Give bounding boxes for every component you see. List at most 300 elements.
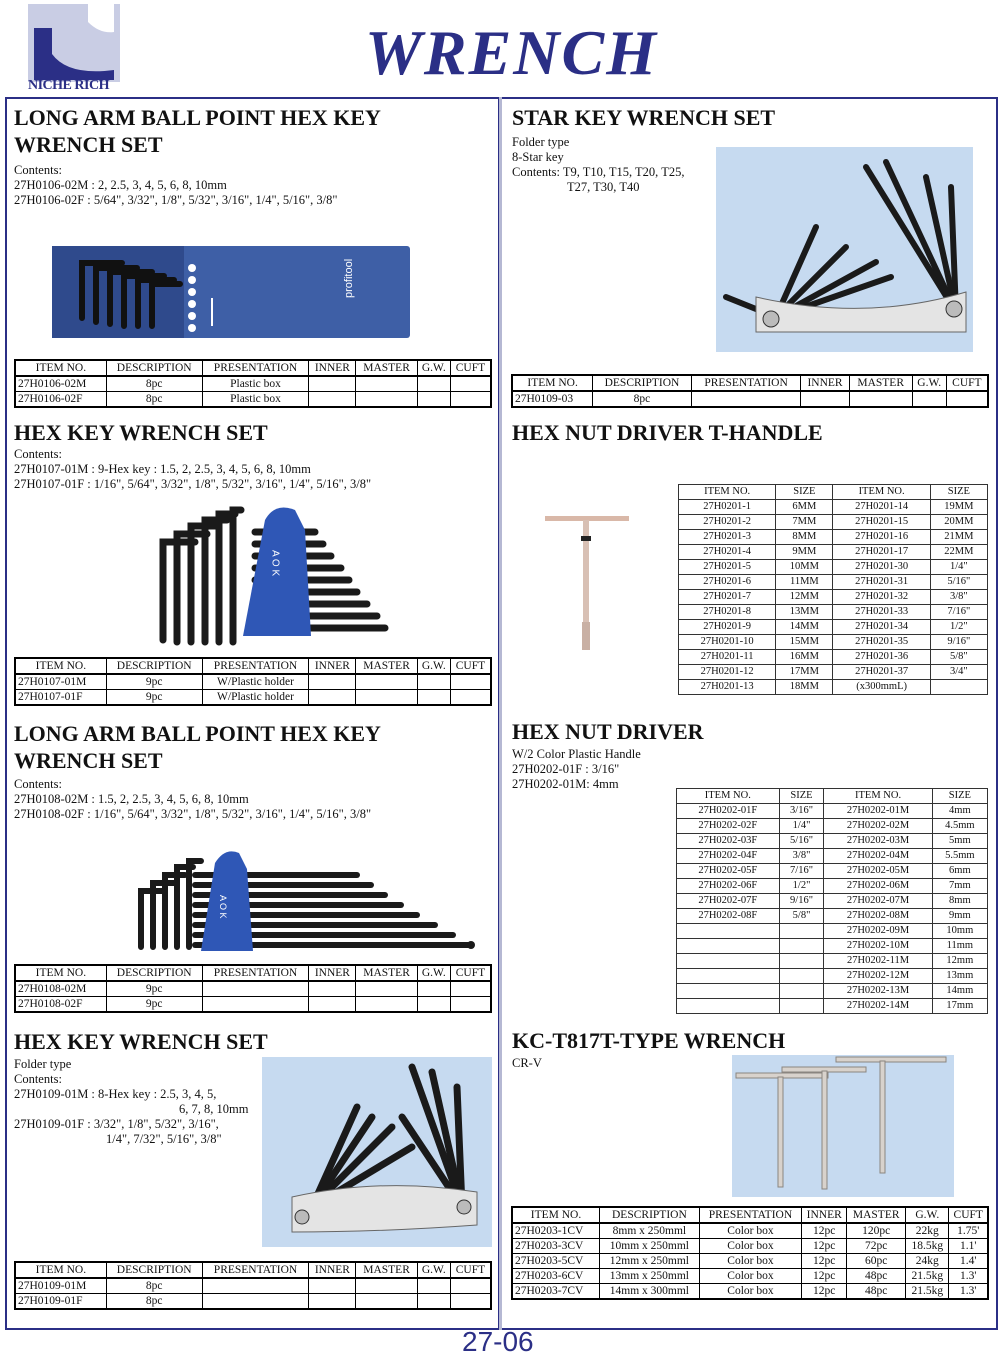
th: CUFT bbox=[949, 1207, 988, 1223]
cell bbox=[779, 939, 824, 954]
cell: 27H0201-9 bbox=[679, 620, 776, 635]
cell bbox=[677, 969, 780, 984]
table-row bbox=[677, 999, 988, 1014]
cell: 12pc bbox=[802, 1223, 847, 1239]
cell: 12mm x 250mml bbox=[600, 1254, 700, 1269]
cell: 3/4" bbox=[930, 665, 987, 680]
cell: 7/16" bbox=[779, 864, 824, 879]
cell bbox=[450, 392, 491, 408]
table-row bbox=[677, 969, 988, 984]
cell: 27H0201-15 bbox=[833, 515, 930, 530]
cell bbox=[677, 954, 780, 969]
cell bbox=[450, 376, 491, 392]
cell: 4.5mm bbox=[932, 819, 987, 834]
contents-line: 27H0107-01M : 9-Hex key : 1.5, 2, 2.5, 3, 4, 5, 6, 8, 10mm bbox=[14, 462, 311, 476]
keys-label: 8-Star key bbox=[512, 150, 564, 164]
section-title: HEX KEY WRENCH SET bbox=[14, 420, 268, 445]
cell: Color box bbox=[699, 1269, 801, 1284]
table-row bbox=[512, 1239, 988, 1254]
cell: 18MM bbox=[776, 680, 833, 695]
th: DESCRIPTION bbox=[106, 360, 202, 376]
cell: 8mm x 250mml bbox=[600, 1223, 700, 1239]
cell bbox=[202, 1278, 309, 1294]
holder-text: A O K bbox=[269, 550, 281, 577]
column-divider bbox=[498, 97, 502, 1330]
cell: 10MM bbox=[776, 560, 833, 575]
cell: 27H0202-03F bbox=[677, 834, 780, 849]
contents-line: 27H0107-01F : 1/16", 5/64", 3/32", 1/8", 5/32", 3/16", 1/4", 5/16", 3/8" bbox=[14, 477, 372, 491]
cell bbox=[309, 376, 356, 392]
th: DESCRIPTION bbox=[600, 1207, 700, 1223]
cell: 27H0202-05M bbox=[824, 864, 932, 879]
cell: 48pc bbox=[847, 1269, 906, 1284]
th: CUFT bbox=[946, 375, 988, 391]
cell bbox=[202, 981, 309, 997]
cell: 12pc bbox=[802, 1269, 847, 1284]
cell: 27H0202-13M bbox=[824, 984, 932, 999]
th: SIZE bbox=[779, 789, 824, 804]
cell: 27H0201-10 bbox=[679, 635, 776, 650]
cell bbox=[417, 392, 450, 408]
table-row bbox=[512, 1284, 988, 1300]
cell: 27H0202-02M bbox=[824, 819, 932, 834]
spec-table bbox=[511, 374, 989, 408]
contents-text bbox=[14, 163, 337, 208]
table-row bbox=[15, 674, 491, 690]
cell: Plastic box bbox=[202, 392, 309, 408]
table-row bbox=[679, 620, 988, 635]
cell: 5.5mm bbox=[932, 849, 987, 864]
cell bbox=[849, 391, 912, 407]
contents-line: 27H0202-01M: 4mm bbox=[512, 777, 619, 791]
table-row bbox=[512, 1254, 988, 1269]
cell: 5mm bbox=[932, 834, 987, 849]
cell: Color box bbox=[699, 1223, 801, 1239]
th: DESCRIPTION bbox=[106, 658, 202, 674]
page-title: WRENCH bbox=[365, 17, 658, 88]
table-row bbox=[15, 981, 491, 997]
cell bbox=[450, 690, 491, 706]
cell: 27H0202-08M bbox=[824, 909, 932, 924]
cell bbox=[677, 984, 780, 999]
table-row bbox=[679, 605, 988, 620]
contents-line: T27, T30, T40 bbox=[567, 180, 640, 194]
cell bbox=[417, 690, 450, 706]
table-row bbox=[15, 690, 491, 706]
product-image bbox=[52, 238, 412, 340]
th: DESCRIPTION bbox=[106, 965, 202, 981]
cell: 8pc bbox=[106, 1278, 202, 1294]
th: ITEM NO. bbox=[833, 485, 930, 500]
contents-line: 27H0106-02F : 5/64", 3/32", 1/8", 5/32", 3/16", 1/4", 5/16", 3/8" bbox=[14, 193, 338, 207]
cell: 27H0202-07M bbox=[824, 894, 932, 909]
cell: 27H0201-14 bbox=[833, 500, 930, 515]
table-row bbox=[679, 560, 988, 575]
cell: 9MM bbox=[776, 545, 833, 560]
th: DESCRIPTION bbox=[106, 1262, 202, 1278]
cell: 27H0202-10M bbox=[824, 939, 932, 954]
cell: 27H0203-7CV bbox=[512, 1284, 600, 1300]
product-image bbox=[732, 1055, 954, 1197]
cell: 27H0201-16 bbox=[833, 530, 930, 545]
spec-table bbox=[14, 359, 492, 408]
table-row bbox=[677, 984, 988, 999]
cell bbox=[417, 376, 450, 392]
cell bbox=[202, 1294, 309, 1310]
th: ITEM NO. bbox=[15, 965, 106, 981]
th: G.W. bbox=[417, 658, 450, 674]
cell: 9pc bbox=[106, 690, 202, 706]
cell: 4mm bbox=[932, 804, 987, 819]
cell: 21.5kg bbox=[906, 1269, 949, 1284]
cell: 5/8" bbox=[779, 909, 824, 924]
cell: 27H0203-1CV bbox=[512, 1223, 600, 1239]
table-row bbox=[679, 650, 988, 665]
cell: 7mm bbox=[932, 879, 987, 894]
th: MASTER bbox=[849, 375, 912, 391]
cell bbox=[417, 981, 450, 997]
cell: 14MM bbox=[776, 620, 833, 635]
table-row bbox=[679, 635, 988, 650]
cell bbox=[356, 392, 417, 408]
cell: 20MM bbox=[930, 515, 987, 530]
th: G.W. bbox=[417, 1262, 450, 1278]
cell bbox=[677, 999, 780, 1014]
cell: 27H0202-06M bbox=[824, 879, 932, 894]
table-row bbox=[677, 909, 988, 924]
cell: 27H0201-36 bbox=[833, 650, 930, 665]
sub-label: CR-V bbox=[512, 1056, 542, 1070]
cell: 3/8" bbox=[930, 590, 987, 605]
table-row bbox=[15, 392, 491, 408]
cell bbox=[356, 674, 417, 690]
cell: 12mm bbox=[932, 954, 987, 969]
table-row bbox=[679, 530, 988, 545]
cell: 27H0106-02F bbox=[15, 392, 106, 408]
title-line: LONG ARM BALL POINT HEX KEY bbox=[14, 721, 381, 746]
section-title: HEX NUT DRIVER T-HANDLE bbox=[512, 420, 823, 445]
cell: 9pc bbox=[106, 981, 202, 997]
cell bbox=[691, 391, 801, 407]
table-row bbox=[677, 894, 988, 909]
cell: 27H0201-5 bbox=[679, 560, 776, 575]
table-row bbox=[679, 665, 988, 680]
cell: 8pc bbox=[106, 392, 202, 408]
cell: 15MM bbox=[776, 635, 833, 650]
cell: 1/2" bbox=[779, 879, 824, 894]
cell: 27H0202-04F bbox=[677, 849, 780, 864]
cell bbox=[450, 1294, 491, 1310]
cell: 27H0107-01F bbox=[15, 690, 106, 706]
cell: 9/16" bbox=[930, 635, 987, 650]
cell: 14mm bbox=[932, 984, 987, 999]
cell: 3/16" bbox=[779, 804, 824, 819]
cell: 13MM bbox=[776, 605, 833, 620]
section-title: HEX NUT DRIVER bbox=[512, 719, 704, 744]
contents-line: 27H0108-02F : 1/16", 5/64", 3/32", 1/8", 5/32", 3/16", 1/4", 5/16", 3/8" bbox=[14, 807, 372, 821]
product-image bbox=[155, 500, 395, 650]
section-title: HEX KEY WRENCH SET bbox=[14, 1029, 268, 1054]
cell: 27H0201-30 bbox=[833, 560, 930, 575]
cell: 27H0202-09M bbox=[824, 924, 932, 939]
cell: 1.1' bbox=[949, 1239, 988, 1254]
cell: 5/16" bbox=[930, 575, 987, 590]
th: PRESENTATION bbox=[202, 965, 309, 981]
cell: 1.3' bbox=[949, 1269, 988, 1284]
th: ITEM NO. bbox=[15, 360, 106, 376]
cell: Color box bbox=[699, 1254, 801, 1269]
cell: 1/4" bbox=[779, 819, 824, 834]
cell bbox=[779, 984, 824, 999]
table-row bbox=[677, 849, 988, 864]
cell bbox=[309, 690, 356, 706]
title-line: WRENCH SET bbox=[14, 132, 163, 157]
cell: 12pc bbox=[802, 1254, 847, 1269]
product-image bbox=[135, 845, 480, 955]
cell: 9/16" bbox=[779, 894, 824, 909]
contents-line: 1/4", 7/32", 5/16", 3/8" bbox=[106, 1132, 222, 1146]
contents-label: Contents: bbox=[14, 163, 62, 177]
cell: 7MM bbox=[776, 515, 833, 530]
product-image bbox=[716, 147, 973, 352]
type-label: Folder type bbox=[512, 135, 570, 149]
th: CUFT bbox=[450, 965, 491, 981]
th: ITEM NO. bbox=[15, 658, 106, 674]
cell bbox=[912, 391, 946, 407]
cell: 8pc bbox=[593, 391, 692, 407]
th: INNER bbox=[309, 1262, 356, 1278]
cell: (x300mmL) bbox=[833, 680, 930, 695]
contents-line: W/2 Color Plastic Handle bbox=[512, 747, 641, 761]
cell: 120pc bbox=[847, 1223, 906, 1239]
cell: 8pc bbox=[106, 376, 202, 392]
cell: 3/8" bbox=[779, 849, 824, 864]
table-row bbox=[677, 879, 988, 894]
th: MASTER bbox=[356, 1262, 417, 1278]
cell: 16MM bbox=[776, 650, 833, 665]
cell: 27H0202-07F bbox=[677, 894, 780, 909]
cell: 48pc bbox=[847, 1284, 906, 1300]
cell: 17mm bbox=[932, 999, 987, 1014]
th: INNER bbox=[309, 360, 356, 376]
table-row bbox=[15, 1294, 491, 1310]
pack-brand: profitool bbox=[343, 258, 355, 298]
section-title bbox=[14, 720, 381, 774]
th: G.W. bbox=[417, 360, 450, 376]
type-label: Folder type bbox=[14, 1057, 72, 1071]
th: CUFT bbox=[450, 1262, 491, 1278]
cell: 13mm x 250mml bbox=[600, 1269, 700, 1284]
title-line: LONG ARM BALL POINT HEX KEY bbox=[14, 105, 381, 130]
table-row bbox=[677, 954, 988, 969]
cell bbox=[356, 997, 417, 1013]
cell: 12pc bbox=[802, 1239, 847, 1254]
cell: W/Plastic holder bbox=[202, 674, 309, 690]
th: CUFT bbox=[450, 658, 491, 674]
cell: 72pc bbox=[847, 1239, 906, 1254]
table-row bbox=[679, 500, 988, 515]
table-row bbox=[15, 376, 491, 392]
cell bbox=[309, 392, 356, 408]
cell: 27H0201-13 bbox=[679, 680, 776, 695]
cell: 21.5kg bbox=[906, 1284, 949, 1300]
cell: Color box bbox=[699, 1284, 801, 1300]
cell: 27H0201-4 bbox=[679, 545, 776, 560]
cell bbox=[779, 969, 824, 984]
contents-line: 27H0109-01F : 3/32", 1/8", 5/32", 3/16", bbox=[14, 1117, 219, 1131]
cell: 12pc bbox=[802, 1284, 847, 1300]
th: DESCRIPTION bbox=[593, 375, 692, 391]
table-row bbox=[15, 997, 491, 1013]
cell bbox=[356, 981, 417, 997]
contents-text bbox=[14, 1057, 248, 1147]
cell: 27H0201-2 bbox=[679, 515, 776, 530]
cell: 8MM bbox=[776, 530, 833, 545]
cell bbox=[450, 674, 491, 690]
cell: 27H0202-11M bbox=[824, 954, 932, 969]
cell: Color box bbox=[699, 1239, 801, 1254]
table-row bbox=[679, 515, 988, 530]
cell bbox=[417, 1278, 450, 1294]
th: MASTER bbox=[356, 965, 417, 981]
th: INNER bbox=[309, 658, 356, 674]
cell: 7/16" bbox=[930, 605, 987, 620]
cell: 8mm bbox=[932, 894, 987, 909]
contents-label: Contents: bbox=[14, 777, 62, 791]
contents-line: 27H0202-01F : 3/16" bbox=[512, 762, 620, 776]
cell: 27H0201-32 bbox=[833, 590, 930, 605]
cell: 27H0201-7 bbox=[679, 590, 776, 605]
product-image bbox=[262, 1057, 492, 1247]
cell bbox=[309, 1278, 356, 1294]
spec-table bbox=[14, 1261, 492, 1310]
cell: 27H0107-01M bbox=[15, 674, 106, 690]
page-number: 27-06 bbox=[462, 1326, 534, 1357]
th: PRESENTATION bbox=[202, 1262, 309, 1278]
cell bbox=[779, 999, 824, 1014]
contents-line: 27H0108-02M : 1.5, 2, 2.5, 3, 4, 5, 6, 8, 10mm bbox=[14, 792, 249, 806]
contents-text bbox=[14, 777, 371, 822]
cell: 6mm bbox=[932, 864, 987, 879]
cell: 27H0202-01M bbox=[824, 804, 932, 819]
cell bbox=[309, 674, 356, 690]
cell bbox=[356, 1294, 417, 1310]
spec-table bbox=[14, 964, 492, 1013]
table-row bbox=[512, 1269, 988, 1284]
contents-line: Contents: T9, T10, T15, T20, T25, bbox=[512, 165, 685, 179]
cell bbox=[356, 1278, 417, 1294]
cell: 11MM bbox=[776, 575, 833, 590]
th: ITEM NO. bbox=[679, 485, 776, 500]
cell bbox=[356, 376, 417, 392]
cell: 27H0201-3 bbox=[679, 530, 776, 545]
contents-label: Contents: bbox=[14, 1072, 62, 1086]
cell bbox=[946, 391, 988, 407]
table-row bbox=[677, 819, 988, 834]
cell bbox=[202, 997, 309, 1013]
cell bbox=[417, 997, 450, 1013]
cell: 27H0202-03M bbox=[824, 834, 932, 849]
table-row bbox=[512, 1223, 988, 1239]
cell bbox=[450, 1278, 491, 1294]
cell: 22kg bbox=[906, 1223, 949, 1239]
cell: 13mm bbox=[932, 969, 987, 984]
cell bbox=[450, 997, 491, 1013]
cell: 5/8" bbox=[930, 650, 987, 665]
th: PRESENTATION bbox=[691, 375, 801, 391]
cell: 8pc bbox=[106, 1294, 202, 1310]
th: SIZE bbox=[776, 485, 833, 500]
cell: 1.4' bbox=[949, 1254, 988, 1269]
contents-text bbox=[512, 135, 684, 195]
product-image bbox=[545, 512, 630, 652]
th: SIZE bbox=[930, 485, 987, 500]
contents-label: Contents: bbox=[14, 447, 62, 461]
cell bbox=[930, 680, 987, 695]
table-row bbox=[15, 1278, 491, 1294]
cell: 1.75' bbox=[949, 1223, 988, 1239]
section-title bbox=[14, 104, 381, 158]
cell: 27H0201-8 bbox=[679, 605, 776, 620]
cell: 27H0201-37 bbox=[833, 665, 930, 680]
title-line: WRENCH SET bbox=[14, 748, 163, 773]
th: ITEM NO. bbox=[677, 789, 780, 804]
cell bbox=[677, 924, 780, 939]
th: INNER bbox=[801, 375, 849, 391]
cell: 18.5kg bbox=[906, 1239, 949, 1254]
th: ITEM NO. bbox=[512, 375, 593, 391]
cell: 9pc bbox=[106, 674, 202, 690]
cell bbox=[450, 981, 491, 997]
cell bbox=[309, 997, 356, 1013]
th: MASTER bbox=[356, 360, 417, 376]
cell: 27H0202-02F bbox=[677, 819, 780, 834]
cell: 6MM bbox=[776, 500, 833, 515]
cell: 21MM bbox=[930, 530, 987, 545]
size-table bbox=[678, 484, 988, 695]
th: PRESENTATION bbox=[202, 658, 309, 674]
holder-text: A O K bbox=[218, 895, 228, 919]
cell bbox=[677, 939, 780, 954]
contents-line: 27H0109-01M : 8-Hex key : 2.5, 3, 4, 5, bbox=[14, 1087, 217, 1101]
cell: 27H0109-01F bbox=[15, 1294, 106, 1310]
section-title: STAR KEY WRENCH SET bbox=[512, 105, 776, 130]
cell: 27H0201-33 bbox=[833, 605, 930, 620]
cell: 27H0201-6 bbox=[679, 575, 776, 590]
th: MASTER bbox=[356, 658, 417, 674]
size-table bbox=[676, 788, 988, 1014]
cell: 27H0202-01F bbox=[677, 804, 780, 819]
cell bbox=[356, 690, 417, 706]
cell: 27H0202-08F bbox=[677, 909, 780, 924]
table-row bbox=[677, 939, 988, 954]
table-row bbox=[677, 804, 988, 819]
cell: 27H0201-1 bbox=[679, 500, 776, 515]
table-row bbox=[677, 864, 988, 879]
th: INNER bbox=[802, 1207, 847, 1223]
table-row bbox=[677, 924, 988, 939]
th: CUFT bbox=[450, 360, 491, 376]
cell: 24kg bbox=[906, 1254, 949, 1269]
contents-text bbox=[512, 747, 641, 792]
cell: W/Plastic holder bbox=[202, 690, 309, 706]
cell: 19MM bbox=[930, 500, 987, 515]
table-row bbox=[679, 575, 988, 590]
cell: 27H0202-14M bbox=[824, 999, 932, 1014]
cell bbox=[779, 954, 824, 969]
cell: 27H0201-11 bbox=[679, 650, 776, 665]
cell bbox=[309, 1294, 356, 1310]
